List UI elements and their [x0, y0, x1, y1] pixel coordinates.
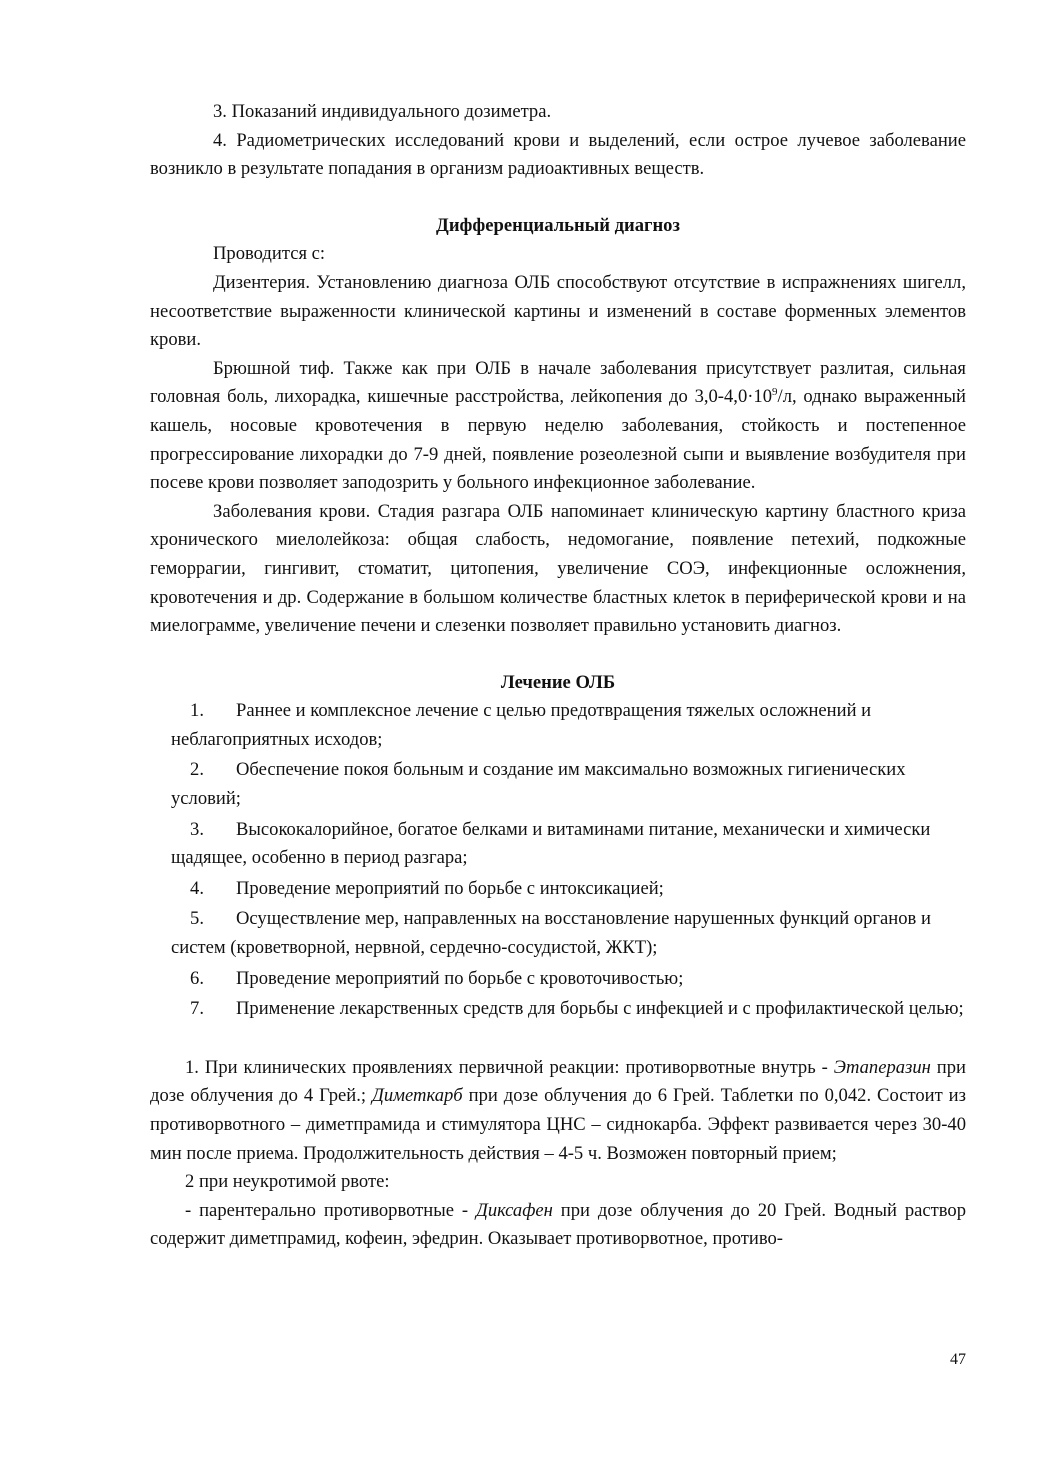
list-number: 3. [190, 818, 204, 840]
list-number: 4. [190, 877, 204, 899]
typhoid-text-b: /л, однако выраженный кашель, носовые кровотечения в первую неделю заболевания, стойкость и постепенное прогрессирование лихорадки до 7-9 дней, появление розеолезной сыпи и выявление возбудителя при посеве крови позволяет заподозрить у больного инфекционное заболевание. [150, 386, 966, 494]
diff-typhoid [150, 355, 966, 498]
diff-dysentery: Дизентерия. Установлению диагноза ОЛБ способствуют отсутствие в испражнениях шигелл, несоответствие выраженности клинической картины и изменений в составе форменных элементов крови. [150, 271, 966, 351]
list-item [171, 905, 966, 962]
typhoid-text-a: Брюшной тиф. Также как при ОЛБ в начале заболевания присутствует разлитая, сильная головная боль, лихорадка, кишечные расстройства, лейкопения до 3,0-4,0·10 [150, 357, 966, 408]
list-number: 7. [190, 998, 204, 1020]
list-number: 5. [190, 908, 204, 930]
diff-intro: Проводится с: [213, 243, 326, 265]
list-number: 6. [190, 967, 204, 989]
text-run: 1. При клинических проявлениях первичной реакции: противорвотные внутрь - [185, 1056, 834, 1078]
list-item [171, 875, 966, 904]
page-content [150, 98, 966, 1254]
item-4: 4. Радиометрических исследований крови и выделений, если острое лучевое заболевание возникло в результате попадания в организм радиоактивных веществ. [150, 129, 966, 180]
text-run: при дозе облучения до 4 Грей.; [150, 1056, 966, 1107]
text-run: при дозе облучения до 20 Грей. Водный раствор содержит диметпрамид, кофеин, эфедрин. Оказывает противорвотное, противо- [150, 1199, 966, 1250]
treatment-list [171, 697, 966, 1024]
list-item [171, 756, 966, 813]
primary-reaction-paragraph [150, 1054, 966, 1168]
list-item [171, 995, 966, 1024]
list-text: Осуществление мер, направленных на восстановление нарушенных функций органов и систем (кроветворной, нервной, сердечно-сосудистой, ЖКТ); [171, 908, 931, 959]
list-text: Высококалорийное, богатое белками и витаминами питание, механически и химически щадящее, особенно в период разгара; [171, 818, 931, 869]
treatment-heading: Лечение ОЛБ [500, 671, 616, 693]
parenteral-paragraph [150, 1197, 966, 1254]
typhoid-exponent: 9 [772, 386, 778, 399]
drug-name: Диксафен [476, 1199, 553, 1221]
list-number: 2. [190, 759, 204, 781]
list-item [171, 816, 966, 873]
text-run: при дозе облучения до 6 Грей. Таблетки по 0,042. Состоит из противорвотного – диметпрамида и стимулятора ЦНС – сиднокарба. Эффект развивается через 30-40 мин после приема. Продолжительность действия – 4-5 ч. Возможен повторный прием; [150, 1085, 966, 1164]
list-text: Применение лекарственных средств для борьбы с инфекцией и с профилактической целью; [236, 998, 964, 1020]
drug-name: Этаперазин [833, 1056, 931, 1078]
list-item [171, 965, 966, 994]
diff-blood: Заболевания крови. Стадия разгара ОЛБ напоминает клиническую картину бластного криза хронического миелолейкоза: общая слабость, недомогание, появление петехий, подкожные геморрагии, гингивит, стоматит, цитопения, увеличение СОЭ, инфекционные осложнения, кровотечения и др. Содержание в большом количестве бластных клеток в периферической крови и на миелограмме, увеличение печени и слезенки позволяет правильно установить диагноз. [150, 500, 966, 637]
diff-heading: Дифференциальный диагноз [436, 214, 680, 236]
page-number: 47 [950, 1351, 966, 1368]
list-text: Раннее и комплексное лечение с целью предотвращения тяжелых осложнений и неблагоприятных исходов; [171, 700, 872, 750]
item-3: 3. Показаний индивидуального дозиметра. [213, 101, 552, 122]
text-run: - парентерально противорвотные - [185, 1199, 477, 1221]
vomiting-paragraph: 2 при неукротимой рвоте: [185, 1171, 390, 1193]
list-text: Проведение мероприятий по борьбе с кровоточивостью; [236, 967, 684, 989]
list-text: Обеспечение покоя больным и создание им максимально возможных гигиенических условий; [171, 759, 906, 810]
drug-name: Диметкарб [372, 1085, 463, 1107]
list-text: Проведение мероприятий по борьбе с интоксикацией; [236, 877, 664, 899]
list-number: 1. [190, 700, 204, 722]
list-item [171, 697, 966, 754]
